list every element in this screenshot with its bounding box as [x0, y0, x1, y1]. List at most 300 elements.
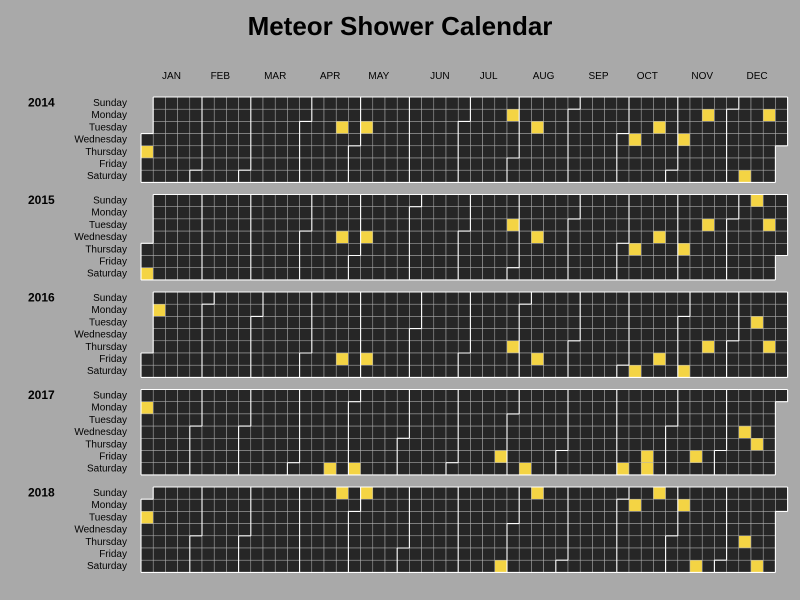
day-cell	[507, 170, 519, 182]
day-cell	[568, 548, 580, 560]
day-cell	[507, 487, 519, 499]
meteor-shower-day-cell	[507, 341, 519, 353]
day-cell	[361, 170, 373, 182]
day-cell	[556, 499, 568, 511]
day-cell	[470, 560, 482, 572]
day-cell	[324, 414, 336, 426]
day-cell	[312, 451, 324, 463]
day-cell	[739, 219, 751, 231]
meteor-shower-day-cell	[678, 499, 690, 511]
day-cell	[178, 134, 190, 146]
day-cell	[324, 219, 336, 231]
day-cell	[519, 170, 531, 182]
day-cell	[739, 353, 751, 365]
day-cell	[629, 256, 641, 268]
day-cell	[361, 256, 373, 268]
day-cell	[751, 487, 763, 499]
day-cell	[422, 548, 434, 560]
day-cell	[178, 414, 190, 426]
day-cell	[531, 390, 543, 402]
day-cell	[702, 121, 714, 133]
day-cell	[226, 536, 238, 548]
day-cell	[361, 365, 373, 377]
day-cell	[653, 207, 665, 219]
day-cell	[287, 341, 299, 353]
day-cell	[361, 438, 373, 450]
day-cell	[531, 292, 543, 304]
day-cell	[385, 243, 397, 255]
day-cell	[458, 256, 470, 268]
day-cell	[666, 134, 678, 146]
day-cell	[592, 134, 604, 146]
day-cell	[605, 109, 617, 121]
day-cell	[714, 536, 726, 548]
day-cell	[385, 231, 397, 243]
day-cell	[422, 195, 434, 207]
day-cell	[153, 109, 165, 121]
day-cell	[324, 451, 336, 463]
day-cell	[507, 414, 519, 426]
day-cell	[239, 548, 251, 560]
day-cell	[373, 511, 385, 523]
day-cell	[422, 426, 434, 438]
day-cell	[458, 548, 470, 560]
day-cell	[385, 304, 397, 316]
day-cell	[214, 329, 226, 341]
day-cell	[678, 536, 690, 548]
day-cell	[580, 365, 592, 377]
day-cell	[556, 524, 568, 536]
day-cell	[556, 329, 568, 341]
day-cell	[300, 548, 312, 560]
day-cell	[434, 402, 446, 414]
day-cell	[702, 560, 714, 572]
day-cell	[617, 499, 629, 511]
day-cell	[178, 487, 190, 499]
day-cell	[641, 560, 653, 572]
day-cell	[531, 499, 543, 511]
day-cell	[714, 390, 726, 402]
day-cell	[373, 170, 385, 182]
day-cell	[141, 256, 153, 268]
day-cell	[287, 402, 299, 414]
day-cell	[361, 219, 373, 231]
day-cell	[239, 170, 251, 182]
day-cell	[495, 463, 507, 475]
day-cell	[214, 341, 226, 353]
day-cell	[202, 231, 214, 243]
day-cell	[336, 341, 348, 353]
day-cell	[556, 121, 568, 133]
day-cell	[678, 231, 690, 243]
day-cell	[666, 524, 678, 536]
day-cell	[483, 97, 495, 109]
day-cell	[507, 511, 519, 523]
day-cell	[470, 195, 482, 207]
day-cell	[727, 438, 739, 450]
day-cell	[629, 316, 641, 328]
day-cell	[263, 390, 275, 402]
day-cell	[580, 243, 592, 255]
day-cell	[348, 536, 360, 548]
day-cell	[434, 256, 446, 268]
day-cell	[751, 243, 763, 255]
day-cell	[751, 402, 763, 414]
day-cell	[641, 97, 653, 109]
day-cell	[153, 511, 165, 523]
day-cell	[617, 304, 629, 316]
day-cell	[300, 511, 312, 523]
day-cell	[348, 426, 360, 438]
day-cell	[300, 390, 312, 402]
day-cell	[348, 390, 360, 402]
day-cell	[202, 316, 214, 328]
day-cell	[190, 365, 202, 377]
day-cell	[458, 97, 470, 109]
day-cell	[592, 463, 604, 475]
day-cell	[178, 329, 190, 341]
day-cell	[336, 329, 348, 341]
day-cell	[385, 426, 397, 438]
day-cell	[397, 316, 409, 328]
day-cell	[361, 414, 373, 426]
day-cell	[178, 560, 190, 572]
day-cell	[666, 353, 678, 365]
day-cell	[409, 511, 421, 523]
day-cell	[458, 390, 470, 402]
day-cell	[275, 158, 287, 170]
day-cell	[458, 243, 470, 255]
day-cell	[641, 268, 653, 280]
day-cell	[714, 341, 726, 353]
day-cell	[373, 414, 385, 426]
day-cell	[568, 341, 580, 353]
day-cell	[165, 121, 177, 133]
day-cell	[763, 402, 775, 414]
day-cell	[556, 353, 568, 365]
day-cell	[312, 304, 324, 316]
day-cell	[409, 414, 421, 426]
day-cell	[495, 353, 507, 365]
day-cell	[153, 195, 165, 207]
day-cell	[666, 390, 678, 402]
day-cell	[324, 487, 336, 499]
day-cell	[446, 524, 458, 536]
meteor-shower-day-cell	[495, 451, 507, 463]
day-cell	[727, 365, 739, 377]
day-cell	[470, 134, 482, 146]
day-cell	[446, 109, 458, 121]
day-cell	[324, 524, 336, 536]
day-cell	[751, 524, 763, 536]
day-cell	[385, 463, 397, 475]
day-cell	[458, 426, 470, 438]
day-cell	[629, 329, 641, 341]
day-cell	[751, 463, 763, 475]
day-cell	[507, 548, 519, 560]
day-cell	[531, 463, 543, 475]
day-cell	[275, 207, 287, 219]
meteor-shower-day-cell	[653, 231, 665, 243]
day-cell	[458, 170, 470, 182]
weekday-label-friday: Friday	[99, 354, 127, 365]
day-cell	[226, 390, 238, 402]
day-cell	[165, 243, 177, 255]
day-cell	[763, 560, 775, 572]
day-cell	[653, 243, 665, 255]
day-cell	[336, 536, 348, 548]
day-cell	[727, 219, 739, 231]
day-cell	[312, 146, 324, 158]
day-cell	[470, 487, 482, 499]
day-cell	[165, 292, 177, 304]
meteor-shower-day-cell	[702, 219, 714, 231]
day-cell	[251, 316, 263, 328]
day-cell	[348, 304, 360, 316]
day-cell	[385, 97, 397, 109]
day-cell	[592, 243, 604, 255]
day-cell	[226, 560, 238, 572]
day-cell	[519, 511, 531, 523]
day-cell	[336, 268, 348, 280]
day-cell	[690, 121, 702, 133]
day-cell	[385, 170, 397, 182]
day-cell	[544, 548, 556, 560]
day-cell	[263, 560, 275, 572]
day-cell	[592, 353, 604, 365]
day-cell	[544, 524, 556, 536]
day-cell	[275, 536, 287, 548]
day-cell	[763, 268, 775, 280]
day-cell	[397, 511, 409, 523]
day-cell	[470, 365, 482, 377]
day-cell	[324, 390, 336, 402]
day-cell	[739, 243, 751, 255]
day-cell	[641, 121, 653, 133]
day-cell	[434, 292, 446, 304]
day-cell	[775, 304, 787, 316]
meteor-shower-day-cell	[763, 219, 775, 231]
day-cell	[165, 560, 177, 572]
day-cell	[495, 146, 507, 158]
day-cell	[348, 134, 360, 146]
day-cell	[483, 195, 495, 207]
day-cell	[409, 316, 421, 328]
day-cell	[544, 109, 556, 121]
day-cell	[605, 243, 617, 255]
day-cell	[739, 463, 751, 475]
day-cell	[495, 524, 507, 536]
day-cell	[446, 170, 458, 182]
day-cell	[507, 499, 519, 511]
day-cell	[214, 353, 226, 365]
day-cell	[214, 560, 226, 572]
chart-title: Meteor Shower Calendar	[247, 11, 553, 41]
day-cell	[178, 511, 190, 523]
day-cell	[434, 304, 446, 316]
day-cell	[300, 365, 312, 377]
day-cell	[580, 536, 592, 548]
day-cell	[495, 134, 507, 146]
day-cell	[153, 451, 165, 463]
day-cell	[153, 524, 165, 536]
day-cell	[422, 365, 434, 377]
day-cell	[714, 511, 726, 523]
day-cell	[348, 219, 360, 231]
month-label-sep: SEP	[588, 71, 609, 82]
day-cell	[409, 329, 421, 341]
day-cell	[214, 487, 226, 499]
meteor-shower-day-cell	[519, 463, 531, 475]
day-cell	[714, 292, 726, 304]
day-cell	[617, 329, 629, 341]
day-cell	[580, 402, 592, 414]
day-cell	[251, 158, 263, 170]
day-cell	[690, 353, 702, 365]
day-cell	[348, 487, 360, 499]
meteor-shower-day-cell	[336, 353, 348, 365]
day-cell	[202, 109, 214, 121]
day-cell	[446, 292, 458, 304]
day-cell	[641, 292, 653, 304]
day-cell	[336, 316, 348, 328]
day-cell	[458, 109, 470, 121]
day-cell	[446, 304, 458, 316]
day-cell	[263, 341, 275, 353]
day-cell	[165, 304, 177, 316]
day-cell	[568, 292, 580, 304]
day-cell	[434, 316, 446, 328]
meteor-shower-day-cell	[629, 499, 641, 511]
day-cell	[202, 256, 214, 268]
day-cell	[739, 511, 751, 523]
day-cells	[141, 292, 788, 377]
meteor-shower-day-cell	[702, 341, 714, 353]
day-cell	[300, 402, 312, 414]
day-cell	[678, 341, 690, 353]
day-cell	[300, 341, 312, 353]
day-cell	[653, 109, 665, 121]
day-cell	[251, 499, 263, 511]
day-cell	[605, 426, 617, 438]
day-cell	[226, 341, 238, 353]
day-cell	[275, 511, 287, 523]
day-cell	[763, 329, 775, 341]
day-cell	[751, 146, 763, 158]
day-cell	[263, 511, 275, 523]
day-cell	[495, 402, 507, 414]
day-cell	[592, 256, 604, 268]
day-cell	[580, 438, 592, 450]
day-cell	[263, 121, 275, 133]
day-cell	[226, 304, 238, 316]
day-cell	[275, 341, 287, 353]
day-cell	[226, 414, 238, 426]
day-cell	[544, 268, 556, 280]
month-label-nov: NOV	[691, 71, 714, 82]
day-cell	[190, 97, 202, 109]
day-cell	[348, 109, 360, 121]
day-cell	[483, 365, 495, 377]
day-cell	[568, 365, 580, 377]
day-cell	[336, 499, 348, 511]
day-cell	[714, 548, 726, 560]
day-cell	[678, 524, 690, 536]
day-cell	[641, 499, 653, 511]
day-cell	[446, 268, 458, 280]
day-cell	[495, 292, 507, 304]
day-cell	[165, 316, 177, 328]
day-cell	[690, 170, 702, 182]
day-cell	[373, 463, 385, 475]
day-cell	[385, 548, 397, 560]
day-cell	[324, 158, 336, 170]
day-cell	[153, 365, 165, 377]
day-cell	[324, 316, 336, 328]
day-cell	[361, 304, 373, 316]
day-cell	[397, 195, 409, 207]
day-cell	[263, 438, 275, 450]
day-cell	[385, 341, 397, 353]
day-cell	[483, 487, 495, 499]
day-cell	[202, 426, 214, 438]
day-cell	[312, 292, 324, 304]
day-cell	[495, 121, 507, 133]
day-cell	[153, 560, 165, 572]
day-cell	[470, 329, 482, 341]
day-cell	[690, 256, 702, 268]
day-cell	[751, 121, 763, 133]
day-cell	[739, 109, 751, 121]
day-cell	[312, 219, 324, 231]
day-cell	[287, 231, 299, 243]
day-cell	[751, 268, 763, 280]
day-cell	[544, 243, 556, 255]
day-cell	[300, 499, 312, 511]
day-cell	[653, 316, 665, 328]
day-cell	[312, 195, 324, 207]
day-cell	[275, 243, 287, 255]
day-cell	[251, 353, 263, 365]
day-cell	[434, 524, 446, 536]
day-cell	[580, 207, 592, 219]
day-cell	[592, 438, 604, 450]
day-cell	[617, 438, 629, 450]
day-cell	[653, 499, 665, 511]
day-cell	[763, 170, 775, 182]
day-cell	[348, 158, 360, 170]
day-cell	[422, 390, 434, 402]
day-cell	[483, 207, 495, 219]
day-cell	[531, 329, 543, 341]
day-cell	[226, 365, 238, 377]
day-cell	[239, 134, 251, 146]
day-cell	[190, 304, 202, 316]
day-cell	[434, 158, 446, 170]
day-cell	[287, 426, 299, 438]
day-cell	[531, 511, 543, 523]
day-cell	[141, 414, 153, 426]
day-cell	[287, 207, 299, 219]
day-cell	[275, 329, 287, 341]
day-cell	[287, 536, 299, 548]
day-cell	[641, 207, 653, 219]
day-cell	[324, 121, 336, 133]
meteor-shower-day-cell	[739, 536, 751, 548]
day-cell	[226, 207, 238, 219]
day-cell	[556, 170, 568, 182]
day-cell	[178, 463, 190, 475]
